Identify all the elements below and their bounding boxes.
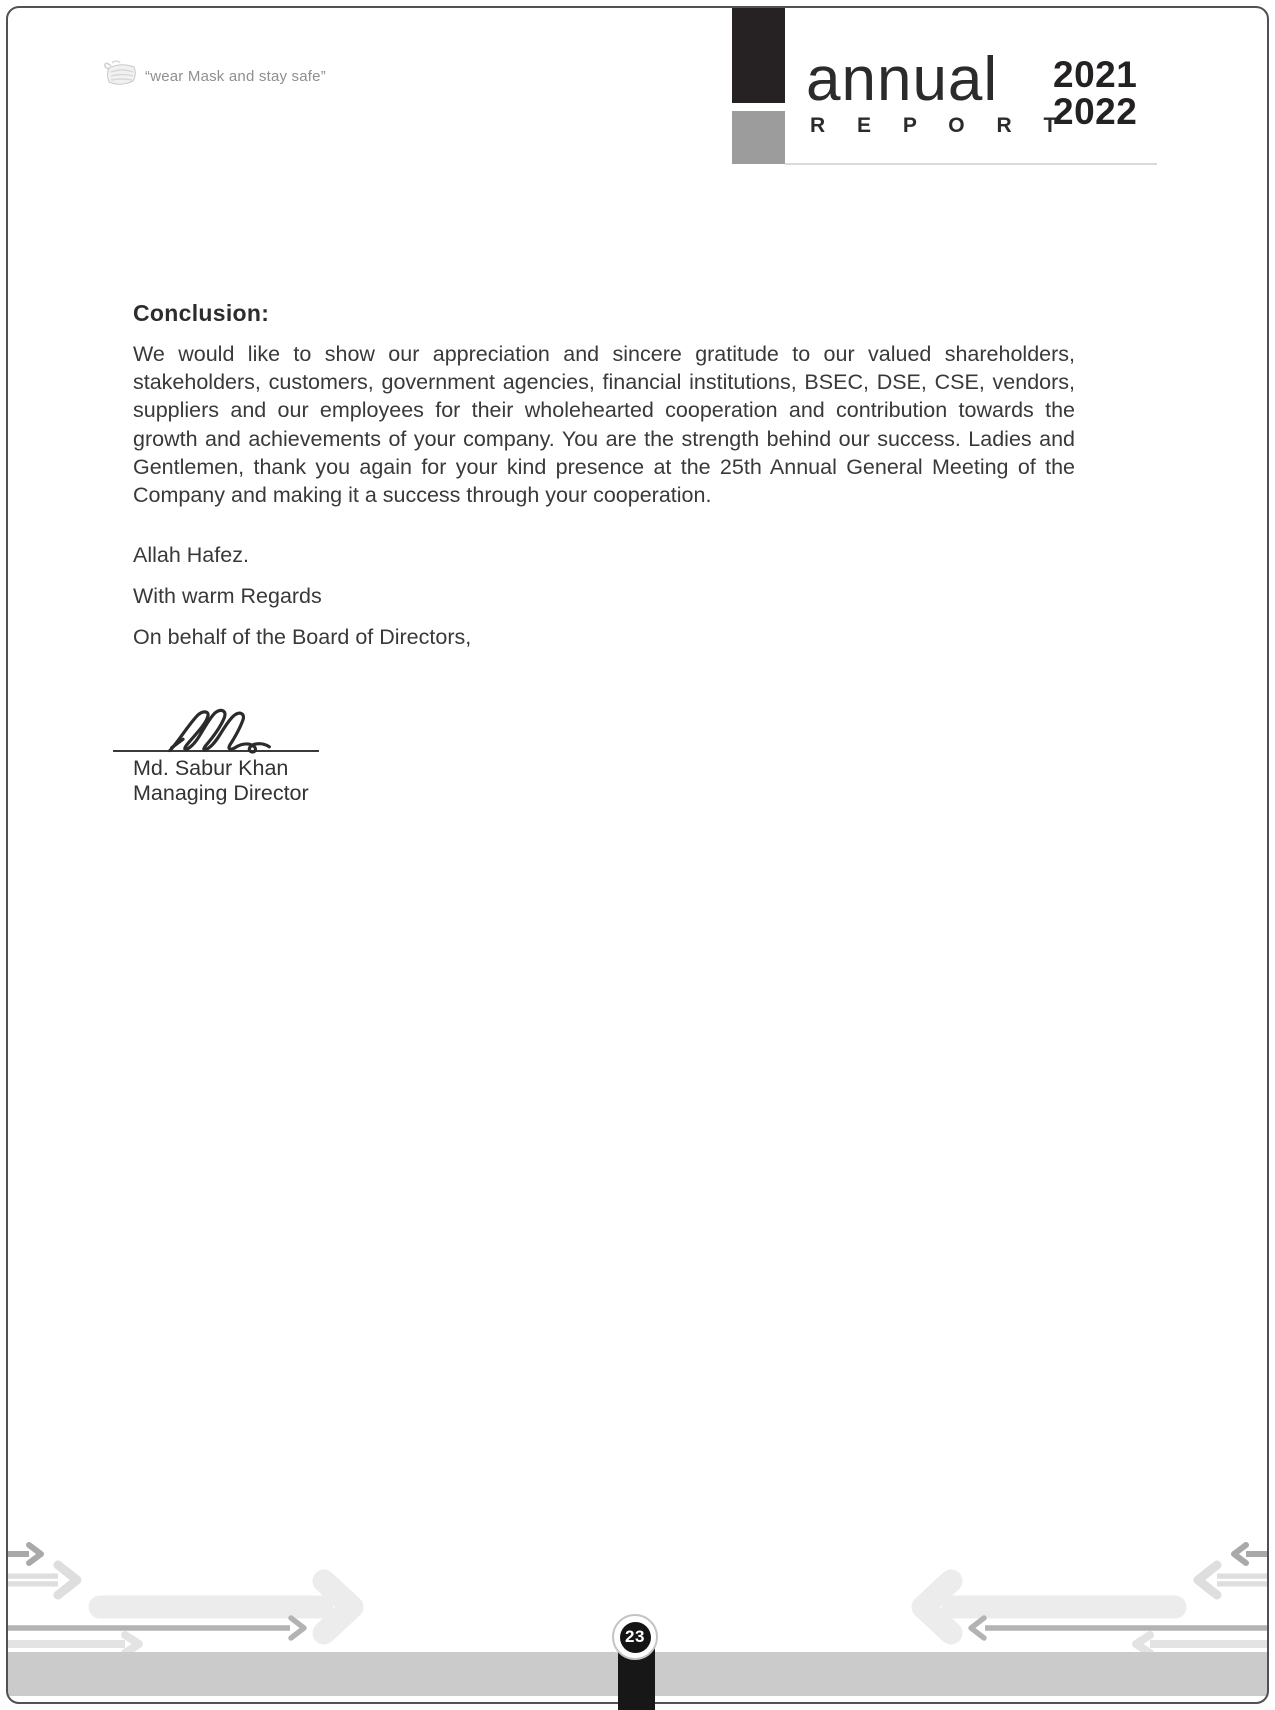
signatory-title: Managing Director — [133, 781, 309, 805]
closing-line-allah-hafez: Allah Hafez. — [133, 543, 249, 567]
arrow-decoration-left — [6, 1545, 352, 1653]
paragraph-line: Gentlemen, thank you again for your kind presence at the 25th Annual General Meeting of the — [133, 454, 1075, 479]
paragraph-line: We would like to show our appreciation and sincere gratitude to our valued shareholders, — [133, 342, 1075, 366]
page-number-badge — [612, 1614, 658, 1660]
logo-gray-block — [732, 111, 785, 164]
mask-note-text: “wear Mask and stay safe” — [145, 67, 326, 85]
paragraph-line: suppliers and our employees for their wholehearted cooperation and contribution towards the — [133, 398, 1075, 423]
face-mask-icon — [103, 60, 139, 92]
signatory-name: Md. Sabur Khan — [133, 756, 289, 780]
logo-year-2: 2022 — [1053, 91, 1138, 132]
logo-years — [1053, 56, 1137, 130]
logo-annual-text: annual — [806, 45, 999, 114]
paragraph-line: growth and achievements of your company. You are the strength behind our success. Ladies and — [133, 426, 1075, 451]
paragraph-line: stakeholders, customers, government agencies, financial institutions, BSEC, DSE, CSE, vendors, — [133, 370, 1075, 395]
logo-year-1: 2021 — [1053, 54, 1138, 95]
arrow-decoration-right — [923, 1545, 1269, 1653]
logo-black-block — [732, 8, 785, 103]
page-number: 23 — [620, 1622, 651, 1653]
section-heading: Conclusion: — [133, 300, 270, 326]
signature-scribble — [168, 700, 290, 761]
paragraph-line: Company and making it a success through your cooperation. — [133, 483, 712, 508]
closing-line-regards: With warm Regards — [133, 584, 322, 608]
mask-note — [103, 60, 326, 92]
logo-underline — [785, 163, 1157, 165]
logo-report-text: R E P O R T — [810, 114, 1070, 137]
page-border — [6, 6, 1269, 1704]
conclusion-paragraph — [133, 340, 1075, 509]
closing-line-on-behalf: On behalf of the Board of Directors, — [133, 625, 472, 649]
